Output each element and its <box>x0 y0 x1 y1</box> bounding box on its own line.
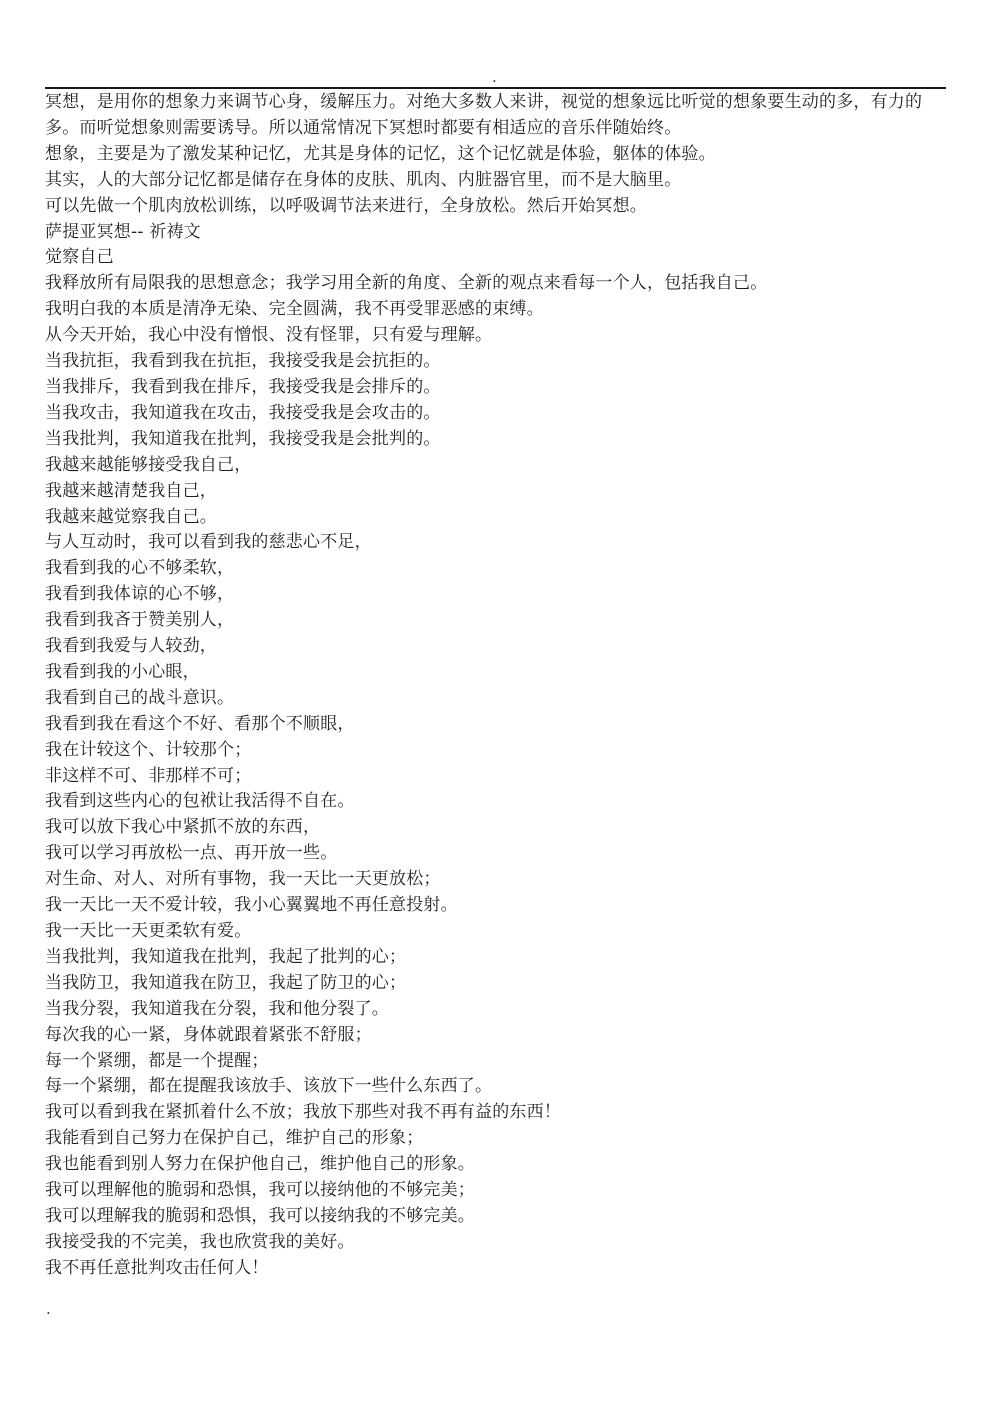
text-line: 我可以理解他的脆弱和恐惧，我可以接纳他的不够完美； <box>45 1180 475 1201</box>
text-line: 可以先做一个肌肉放松训练，以呼吸调节法来进行，全身放松。然后开始冥想。 <box>45 195 647 216</box>
text-line: 当我分裂，我知道我在分裂，我和他分裂了。 <box>45 998 389 1019</box>
text-line: 我可以看到我在紧抓着什么不放；我放下那些对我不再有益的东西！ <box>45 1102 561 1123</box>
text-line: 我一天比一天更柔软有爱。 <box>45 921 252 941</box>
text-line: 我越来越能够接受我自己， <box>45 454 252 475</box>
stray-period-top: . <box>492 68 497 86</box>
text-line: 我看到我爱与人较劲， <box>45 636 217 657</box>
text-line: 我看到自己的战斗意识。 <box>45 687 235 708</box>
text-line: 我可以放下我心中紧抓不放的东西， <box>45 817 321 838</box>
text-line: 我释放所有局限我的思想意念；我学习用全新的角度、全新的观点来看每一个人，包括我自己。 <box>45 273 768 294</box>
text-line: 我在计较这个、计较那个； <box>45 739 252 760</box>
text-line: 冥想，是用你的想象力来调节心身，缓解压力。对绝大多数人来讲，视觉的想象远比听觉的想象要生动的多，有力的 <box>45 92 923 112</box>
text-line: 我越来越觉察我自己。 <box>45 506 217 527</box>
text-line: 我也能看到别人努力在保护他自己，维护他自己的形象。 <box>45 1154 475 1175</box>
text-line: 非这样不可、非那样不可； <box>45 765 252 786</box>
text-line: 想象，主要是为了激发某种记忆，尤其是身体的记忆，这个记忆就是体验，躯体的体验。 <box>45 143 716 164</box>
text-line: 我不再任意批判攻击任何人！ <box>45 1257 269 1278</box>
text-line: 当我抗拒，我看到我在抗拒，我接受我是会抗拒的。 <box>45 351 441 372</box>
text-line: 我越来越清楚我自己， <box>45 480 217 501</box>
text-line: 我看到这些内心的包袱让我活得不自在。 <box>45 791 355 812</box>
text-line: 我看到我的小心眼， <box>45 661 200 682</box>
text-line: 对生命、对人、对所有事物，我一天比一天更放松； <box>45 869 441 890</box>
text-line: 萨提亚冥想-- 祈祷文 <box>45 221 201 242</box>
text-line: 当我排斥，我看到我在排斥，我接受我是会排斥的。 <box>45 376 441 397</box>
text-line: 我看到我在看这个不好、看那个不顺眼， <box>45 713 355 734</box>
text-line: 每次我的心一紧，身体就跟着紧张不舒服； <box>45 1024 372 1045</box>
text-line: 觉察自己 <box>45 247 114 268</box>
text-line: 与人互动时，我可以看到我的慈悲心不足， <box>45 532 372 553</box>
text-line: 我可以学习再放松一点、再开放一些。 <box>45 843 338 864</box>
text-line: 当我批判，我知道我在批判，我接受我是会批判的。 <box>45 428 441 449</box>
text-line: 我看到我的心不够柔软， <box>45 558 235 579</box>
text-line: 我可以理解我的脆弱和恐惧，我可以接纳我的不够完美。 <box>45 1205 475 1226</box>
text-line: 我看到我吝于赞美别人， <box>45 610 235 631</box>
text-line: 我看到我体谅的心不够， <box>45 584 235 605</box>
horizontal-rule <box>45 87 946 89</box>
stray-period-bottom: . <box>46 1300 51 1318</box>
text-line: 多。而听觉想象则需要诱导。所以通常情况下冥想时都要有相适应的音乐伴随始终。 <box>45 117 682 138</box>
text-line: 我接受我的不完美，我也欣赏我的美好。 <box>45 1231 355 1252</box>
text-line: 每一个紧绷，都是一个提醒； <box>45 1050 269 1071</box>
text-line: 当我防卫，我知道我在防卫，我起了防卫的心； <box>45 972 407 993</box>
text-line: 我能看到自己努力在保护自己，维护自己的形象； <box>45 1128 424 1149</box>
text-line: 其实，人的大部分记忆都是储存在身体的皮肤、肌肉、内脏器官里，而不是大脑里。 <box>45 169 682 190</box>
text-line: 每一个紧绷，都在提醒我该放手、该放下一些什么东西了。 <box>45 1076 493 1097</box>
text-line: 我明白我的本质是清净无染、完全圆满，我不再受罪恶感的束缚。 <box>45 299 544 320</box>
document-body <box>45 90 950 1282</box>
text-line: 当我攻击，我知道我在攻击，我接受我是会攻击的。 <box>45 402 441 423</box>
text-line: 我一天比一天不爱计较，我小心翼翼地不再任意投射。 <box>45 895 458 916</box>
text-line: 从今天开始，我心中没有憎恨、没有怪罪，只有爱与理解。 <box>45 325 493 346</box>
text-line: 当我批判，我知道我在批判，我起了批判的心； <box>45 946 407 967</box>
